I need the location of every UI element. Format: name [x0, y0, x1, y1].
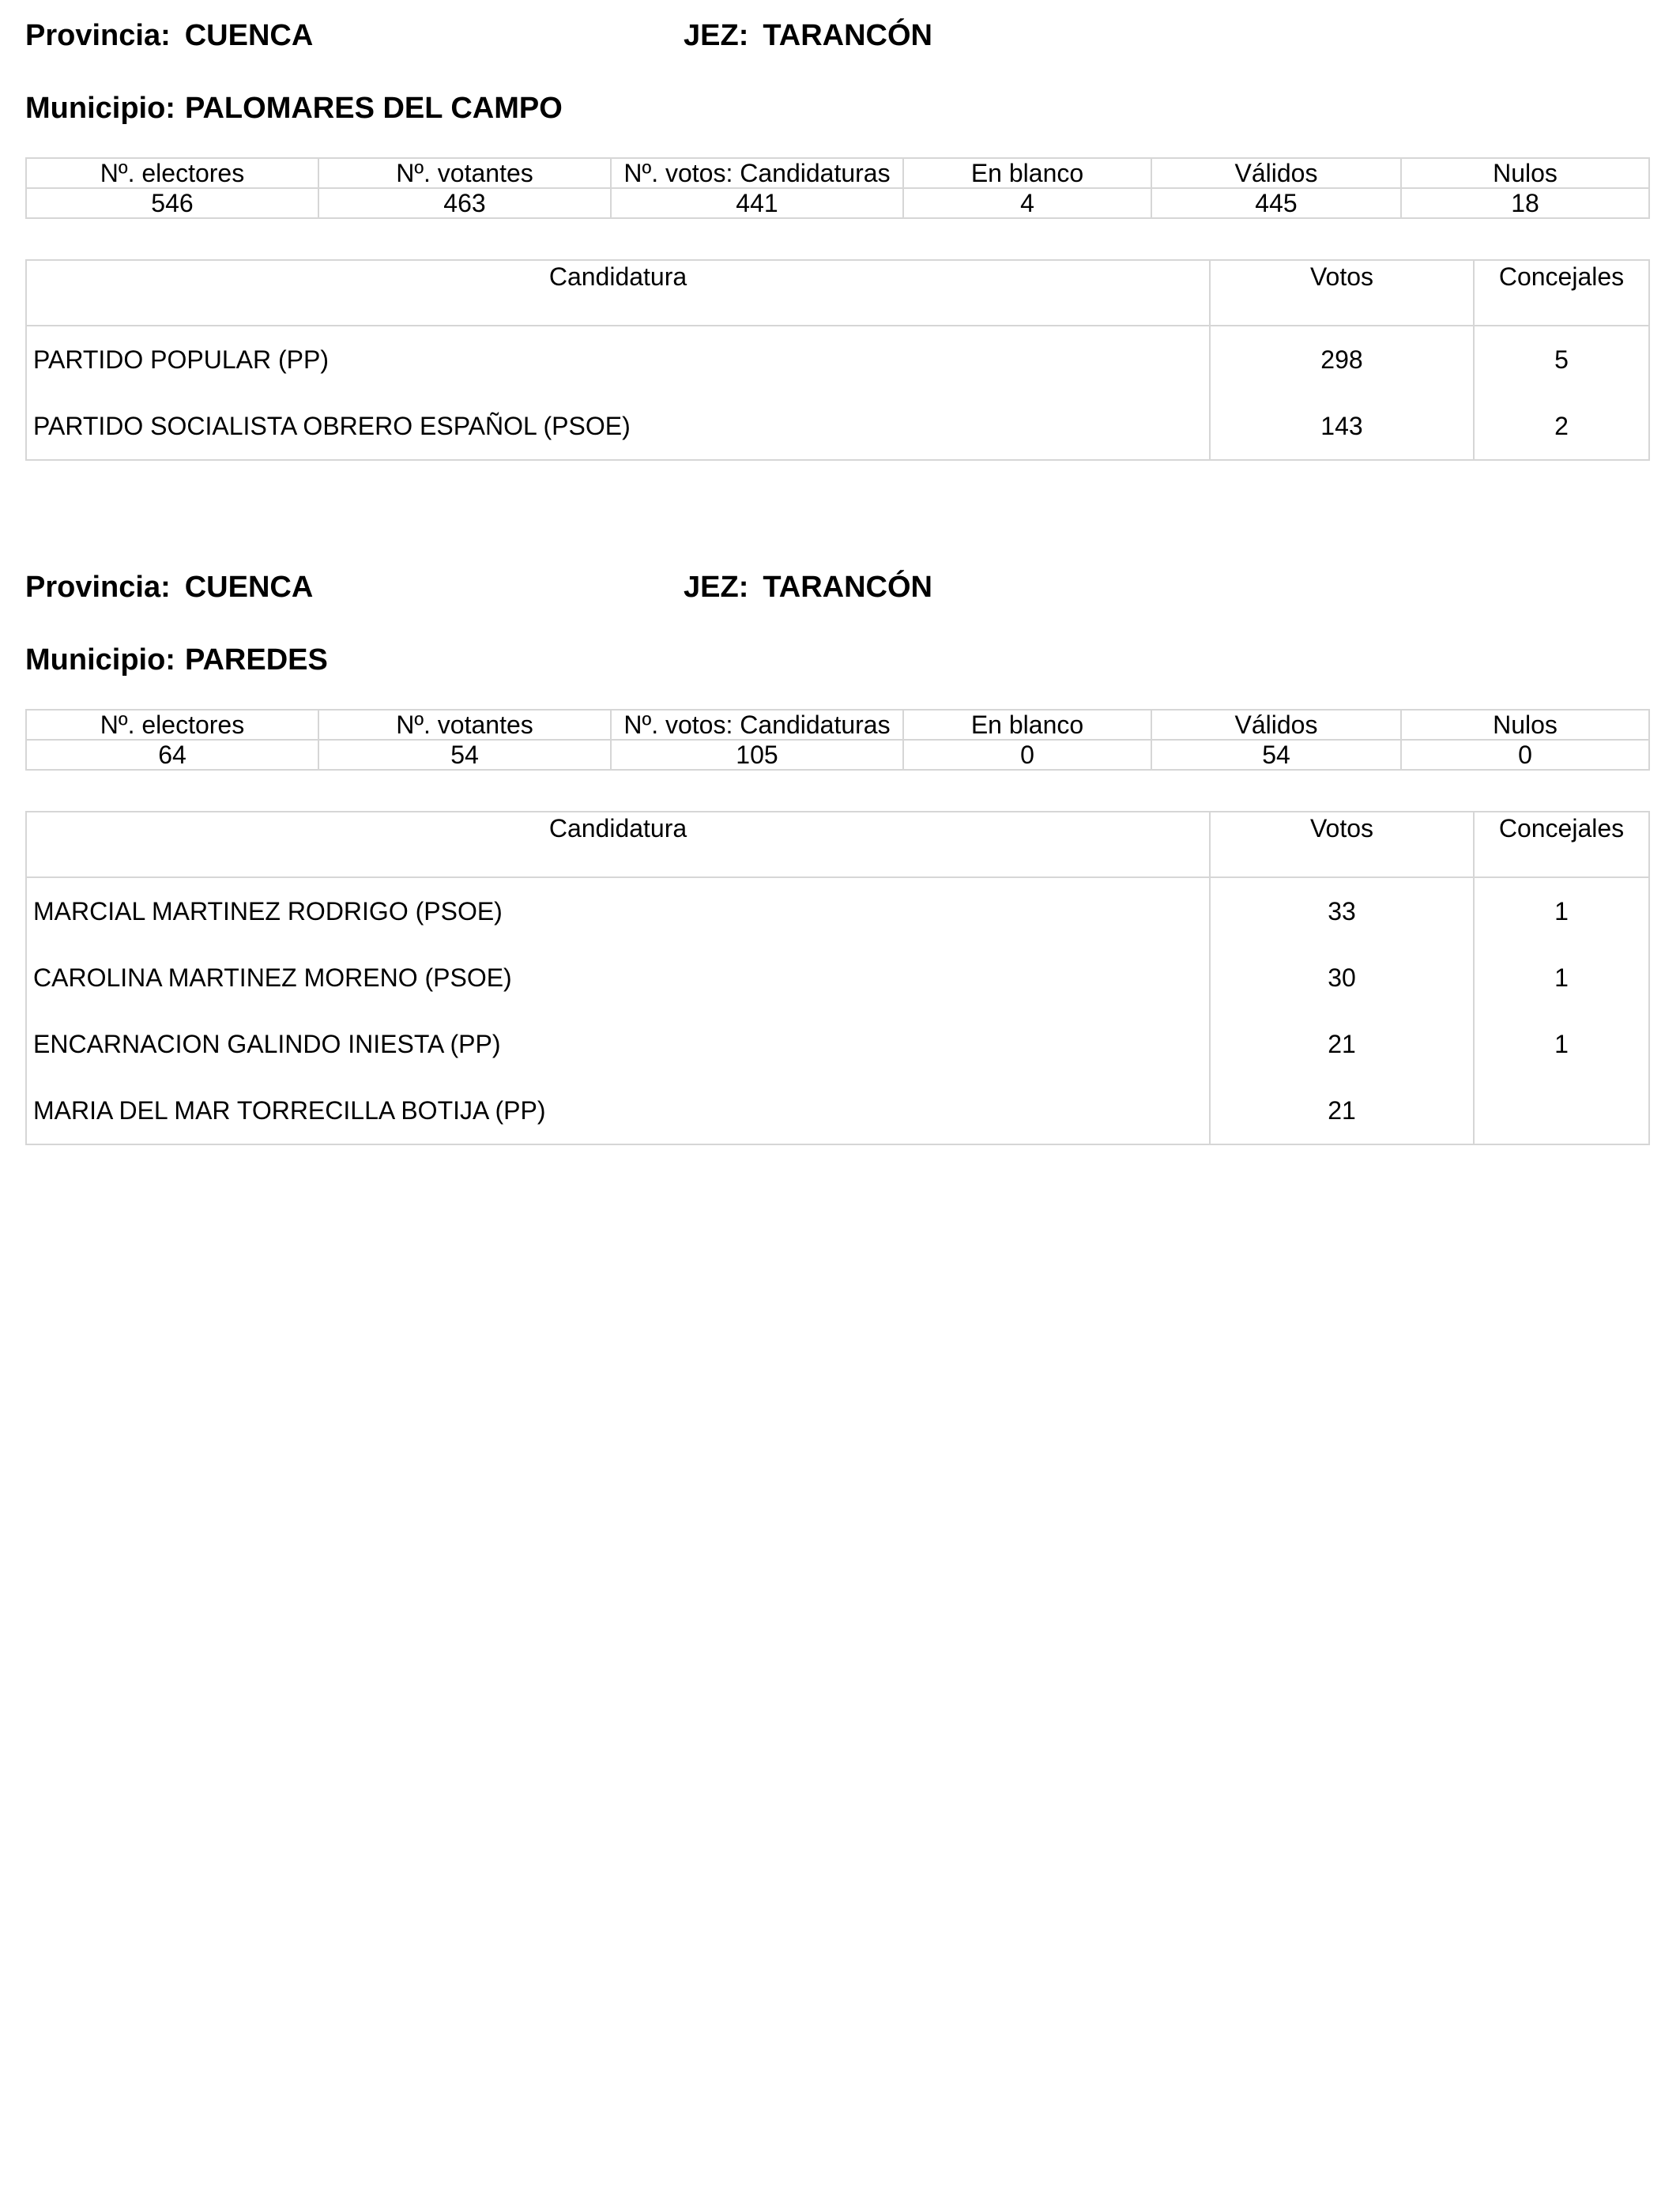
votos-cell: 33: [1210, 877, 1474, 944]
results-header-concejales: Concejales: [1474, 812, 1649, 877]
stats-value-row: [26, 740, 1649, 770]
municipio-heading: [25, 93, 563, 123]
municipio-value: PALOMARES DEL CAMPO: [184, 92, 563, 125]
table-row: [26, 944, 1649, 1011]
concejales-cell: 1: [1474, 944, 1649, 1011]
table-row: [26, 393, 1649, 460]
stats-header: En blanco: [903, 710, 1151, 740]
stats-value-row: [26, 188, 1649, 218]
stats-value: 463: [318, 188, 611, 218]
candidatura-cell: PARTIDO POPULAR (PP): [26, 326, 1210, 393]
candidatura-cell: MARCIAL MARTINEZ RODRIGO (PSOE): [26, 877, 1210, 944]
jez-heading: [684, 572, 932, 602]
votos-cell: 21: [1210, 1077, 1474, 1144]
votos-cell: 21: [1210, 1011, 1474, 1077]
results-header-votos: Votos: [1210, 812, 1474, 877]
stats-value: 4: [903, 188, 1151, 218]
stats-header: Nº. votos: Candidaturas: [611, 710, 903, 740]
results-header-votos: Votos: [1210, 260, 1474, 326]
votos-cell: 143: [1210, 393, 1474, 460]
provincia-heading: [25, 572, 313, 602]
results-header-candidatura: Candidatura: [26, 260, 1210, 326]
table-row: [26, 1077, 1649, 1144]
stats-value: 441: [611, 188, 903, 218]
concejales-cell: [1474, 1077, 1649, 1144]
concejales-cell: 2: [1474, 393, 1649, 460]
stats-value: 0: [903, 740, 1151, 770]
stats-header: Nº. votantes: [318, 158, 611, 188]
stats-header: En blanco: [903, 158, 1151, 188]
results-table: [25, 811, 1650, 1145]
stats-value: 445: [1151, 188, 1401, 218]
municipio-heading: [25, 645, 328, 675]
stats-value: 64: [26, 740, 318, 770]
stats-header: Nulos: [1401, 710, 1649, 740]
stats-header: Nº. votos: Candidaturas: [611, 158, 903, 188]
stats-header: Nº. votantes: [318, 710, 611, 740]
stats-header: Válidos: [1151, 158, 1401, 188]
candidatura-cell: PARTIDO SOCIALISTA OBRERO ESPAÑOL (PSOE): [26, 393, 1210, 460]
jez-value: TARANCÓN: [763, 571, 932, 604]
stats-header: Válidos: [1151, 710, 1401, 740]
table-row: [26, 877, 1649, 944]
results-header-concejales: Concejales: [1474, 260, 1649, 326]
results-header-candidatura: Candidatura: [26, 812, 1210, 877]
provincia-value: CUENCA: [184, 19, 314, 52]
votos-cell: 30: [1210, 944, 1474, 1011]
concejales-cell: 1: [1474, 877, 1649, 944]
jez-heading: [684, 21, 932, 51]
table-row: [26, 326, 1649, 393]
candidatura-cell: CAROLINA MARTINEZ MORENO (PSOE): [26, 944, 1210, 1011]
jez-label: JEZ:: [684, 19, 749, 52]
stats-header-row: [26, 710, 1649, 740]
jez-value: TARANCÓN: [763, 19, 932, 52]
results-header-row: [26, 812, 1649, 877]
table-row: [26, 1011, 1649, 1077]
stats-value: 18: [1401, 188, 1649, 218]
municipio-value: PAREDES: [184, 643, 328, 677]
stats-header: Nulos: [1401, 158, 1649, 188]
jez-label: JEZ:: [684, 571, 749, 604]
provincia-label: Provincia:: [25, 571, 171, 604]
provincia-heading: [25, 21, 313, 51]
stats-value: 0: [1401, 740, 1649, 770]
candidatura-cell: ENCARNACION GALINDO INIESTA (PP): [26, 1011, 1210, 1077]
stats-value: 105: [611, 740, 903, 770]
stats-header: Nº. electores: [26, 710, 318, 740]
stats-header: Nº. electores: [26, 158, 318, 188]
municipio-label: Municipio:: [25, 643, 175, 677]
stats-table: [25, 709, 1650, 771]
provincia-value: CUENCA: [184, 571, 314, 604]
provincia-label: Provincia:: [25, 19, 171, 52]
votos-cell: 298: [1210, 326, 1474, 393]
stats-value: 54: [318, 740, 611, 770]
results-table: [25, 259, 1650, 461]
municipio-label: Municipio:: [25, 92, 175, 125]
stats-table: [25, 157, 1650, 219]
concejales-cell: 5: [1474, 326, 1649, 393]
candidatura-cell: MARIA DEL MAR TORRECILLA BOTIJA (PP): [26, 1077, 1210, 1144]
stats-value: 546: [26, 188, 318, 218]
stats-header-row: [26, 158, 1649, 188]
concejales-cell: 1: [1474, 1011, 1649, 1077]
results-header-row: [26, 260, 1649, 326]
stats-value: 54: [1151, 740, 1401, 770]
